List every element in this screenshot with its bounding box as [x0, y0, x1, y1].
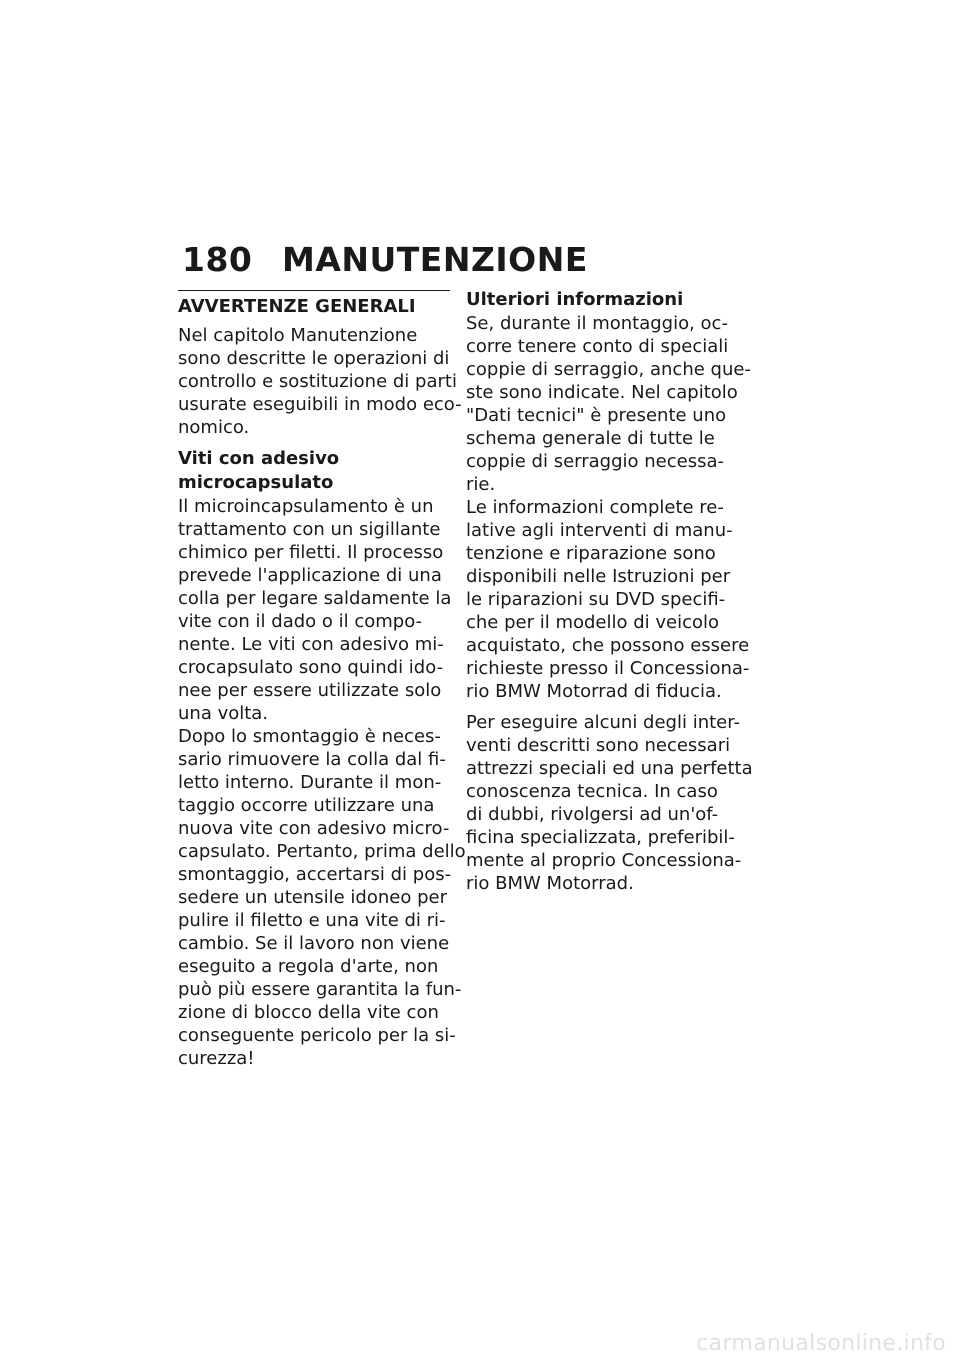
text-line: conoscenza tecnica. In caso — [466, 781, 718, 802]
subsection-title: Ulteriori informazioni — [466, 289, 684, 310]
text-line: pulire il filetto e una vite di ri- — [178, 910, 446, 931]
section-title: AVVERTENZE GENERALI — [178, 296, 416, 317]
text-line: disponibili nelle Istruzioni per — [466, 566, 731, 587]
text-line: nuova vite con adesivo micro- — [178, 818, 450, 839]
text-line: capsulato. Pertanto, prima dello — [178, 841, 466, 862]
body-paragraph — [178, 495, 466, 1070]
section-rule — [178, 290, 450, 291]
page-header — [182, 240, 588, 280]
text-line: coppie di serraggio necessa- — [466, 451, 724, 472]
text-line: le riparazioni su DVD specifi- — [466, 589, 726, 610]
text-line: Dopo lo smontaggio è neces- — [178, 726, 441, 747]
text-line: trattamento con un sigillante — [178, 519, 441, 540]
text-line: attrezzi speciali ed una perfetta — [466, 758, 753, 779]
chapter-title: MANUTENZIONE — [282, 240, 588, 279]
text-line: curezza! — [178, 1048, 255, 1069]
text-line: Il microincapsulamento è un — [178, 496, 434, 517]
text-line: letto interno. Durante il mon- — [178, 772, 442, 793]
text-line: nomico. — [178, 417, 250, 438]
text-line: conseguente pericolo per la si- — [178, 1025, 456, 1046]
tools-paragraph — [466, 711, 753, 895]
text-line: tenzione e riparazione sono — [466, 543, 716, 564]
text-line: venti descritti sono necessari — [466, 735, 731, 756]
text-line: schema generale di tutte le — [466, 428, 715, 449]
text-line: usurate eseguibili in modo eco- — [178, 394, 462, 415]
text-line: prevede l'applicazione di una — [178, 565, 442, 586]
right-column — [466, 288, 753, 895]
text-line: nee per essere utilizzate solo — [178, 680, 442, 701]
subsection-title-line: Viti con adesivo — [178, 448, 340, 469]
text-line: ficina specializzata, preferibil- — [466, 827, 735, 848]
text-line: Per eseguire alcuni degli inter- — [466, 712, 740, 733]
text-line: coppie di serraggio, anche que- — [466, 359, 751, 380]
text-line: rie. — [466, 474, 496, 495]
text-line: Le informazioni complete re- — [466, 497, 724, 518]
text-line: cambio. Se il lavoro non viene — [178, 933, 450, 954]
text-line: colla per legare saldamente la — [178, 588, 452, 609]
text-line: sono descritte le operazioni di — [178, 348, 450, 369]
text-line: mente al proprio Concessiona- — [466, 850, 742, 871]
text-line: sario rimuovere la colla dal fi- — [178, 749, 446, 770]
left-column — [178, 290, 466, 1070]
text-line: chimico per filetti. Il processo — [178, 542, 444, 563]
text-line: richieste presso il Concessiona- — [466, 658, 750, 679]
text-line: può più essere garantita la fun- — [178, 979, 462, 1000]
text-line: che per il modello di veicolo — [466, 612, 720, 633]
text-line: ste sono indicate. Nel capitolo — [466, 382, 738, 403]
info-paragraph — [466, 312, 751, 703]
paragraph-gap — [466, 703, 738, 711]
text-line: lative agli interventi di manu- — [466, 520, 733, 541]
text-line: "Dati tecnici" è presente uno — [466, 405, 727, 426]
text-line: controllo e sostituzione di parti — [178, 371, 457, 392]
text-line: corre tenere conto di speciali — [466, 336, 729, 357]
text-line: crocapsulato sono quindi ido- — [178, 657, 444, 678]
text-line: taggio occorre utilizzare una — [178, 795, 435, 816]
text-line: zione di blocco della vite con — [178, 1002, 439, 1023]
text-line: una volta. — [178, 703, 269, 724]
subsection-title-line: microcapsulato — [178, 472, 334, 493]
text-line: smontaggio, accertarsi di pos- — [178, 864, 452, 885]
text-line: sedere un utensile idoneo per — [178, 887, 447, 908]
text-line: vite con il dado o il compo- — [178, 611, 423, 632]
text-line: nente. Le viti con adesivo mi- — [178, 634, 444, 655]
text-line: Se, durante il montaggio, oc- — [466, 313, 728, 334]
intro-paragraph — [178, 324, 462, 439]
text-line: eseguito a regola d'arte, non — [178, 956, 439, 977]
text-line: rio BMW Motorrad. — [466, 873, 634, 894]
text-line: Nel capitolo Manutenzione — [178, 325, 418, 346]
text-line: rio BMW Motorrad di fiducia. — [466, 681, 722, 702]
subsection-title — [178, 447, 450, 495]
watermark: carmanualsonline.info — [696, 1331, 946, 1356]
text-line: di dubbi, rivolgersi ad un'of- — [466, 804, 719, 825]
page-number: 180 — [182, 240, 253, 279]
text-line: acquistato, che possono essere — [466, 635, 750, 656]
